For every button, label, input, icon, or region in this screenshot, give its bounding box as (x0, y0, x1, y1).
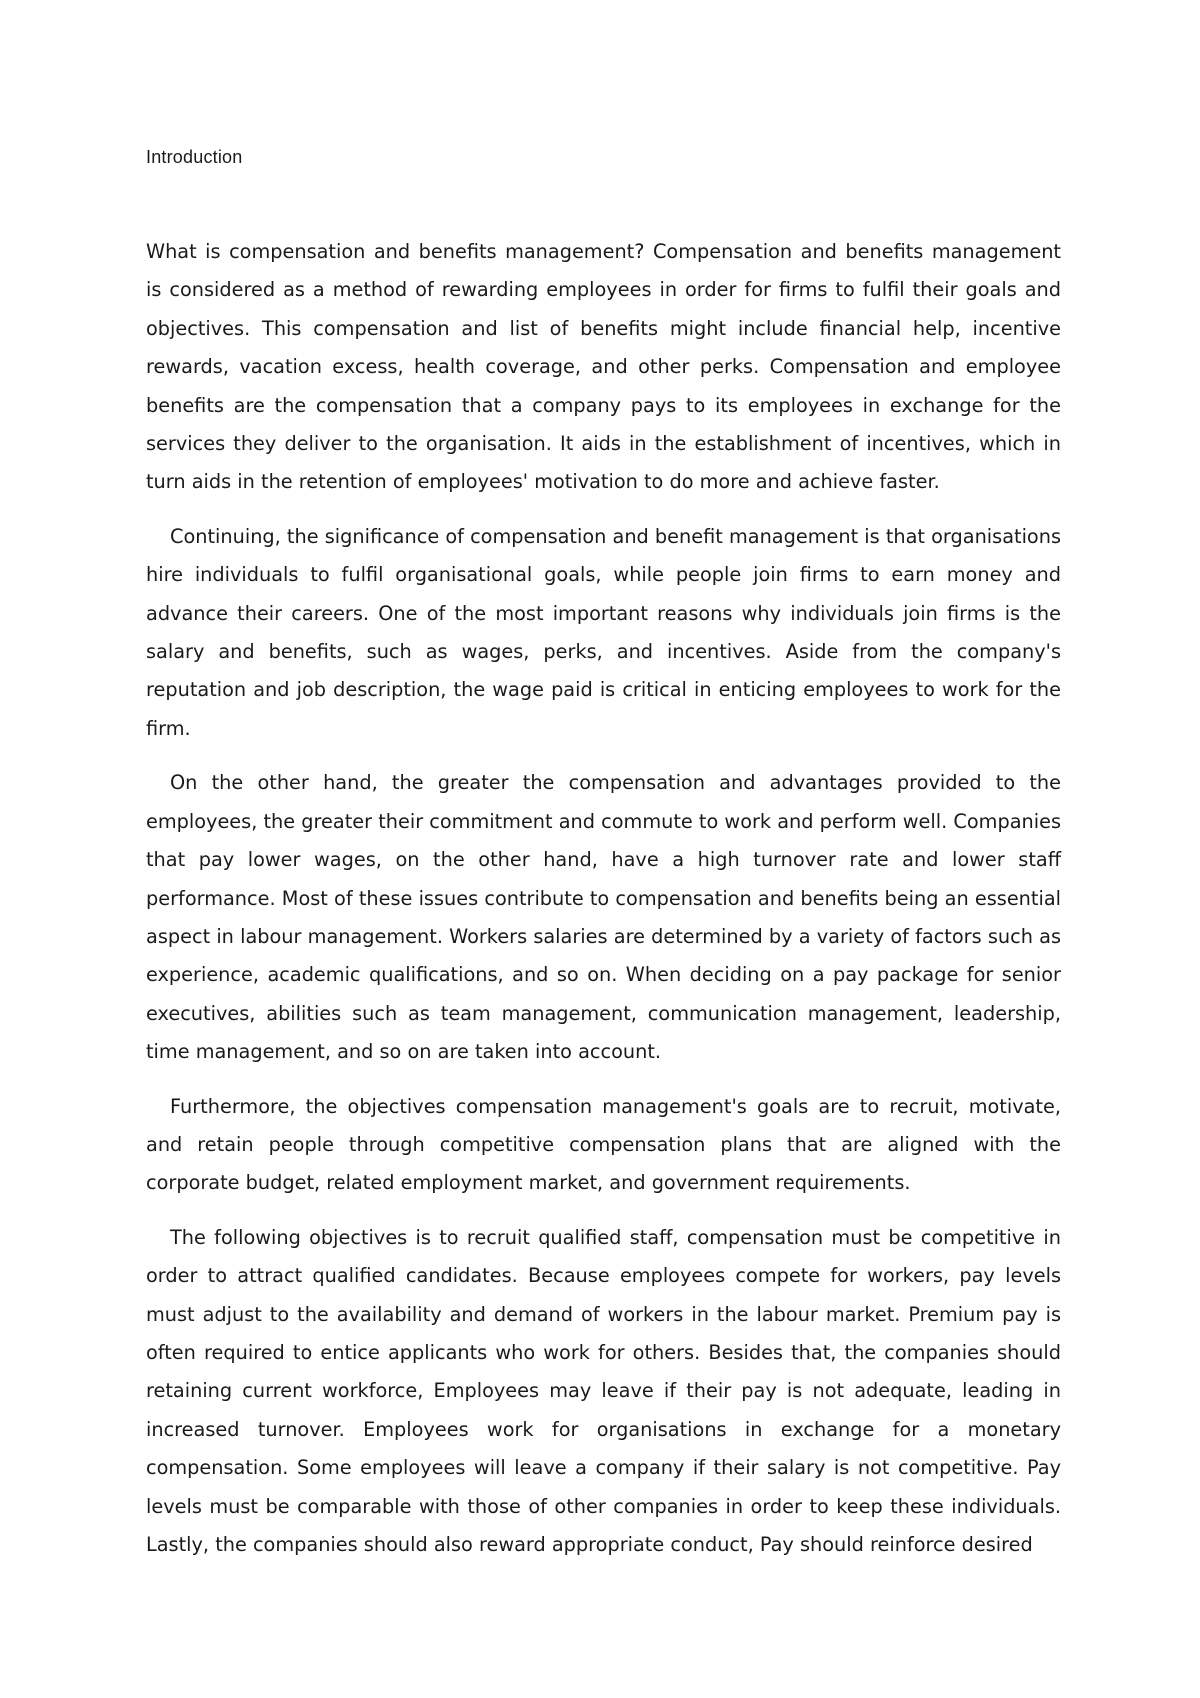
document-heading: Introduction (146, 147, 243, 167)
paragraph-objectives: Furthermore, the objectives compensation management's goals are to recruit, motivate, and retain people through competitive compensation plans that are aligned with the corporate budget, related employment market, and government requirements. (146, 1094, 1061, 1195)
document-body (146, 233, 1061, 1580)
paragraph-other-hand: On the other hand, the greater the compensation and advantages provided to the employees, the greater their commitment and commute to work and perform well. Companies that pay lower wages, on the other hand, have a high turnover rate and lower staff performance. Most of these issues contribute to compensation and benefits being an essential aspect in labour management. Workers salaries are determined by a variety of factors such as experience, academic qualifications, and so on. When deciding on a pay package for senior executives, abilities such as team management, communication management, leadership, time management, and so on are taken into account. (146, 771, 1061, 1064)
paragraph-significance: Continuing, the significance of compensation and benefit management is that organisations hire individuals to fulfil organisational goals, while people join firms to earn money and advance their careers. One of the most important reasons why individuals join firms is the salary and benefits, such as wages, perks, and incentives. Aside from the company's reputation and job description, the wage paid is critical in enticing employees to work for the firm. (146, 524, 1061, 740)
paragraph-following-objectives: The following objectives is to recruit qualified staff, compensation must be competitive in order to attract qualified candidates. Because employees compete for workers, pay levels must adjust to the availability and demand of workers in the labour market. Premium pay is often required to entice applicants who work for others. Besides that, the companies should retaining current workforce, Employees may leave if their pay is not adequate, leading in increased turnover. Employees work for organisations in exchange for a monetary compensation. Some employees will leave a company if their salary is not competitive. Pay levels must be comparable with those of other companies in order to keep these individuals. Lastly, the companies should also reward appropriate conduct, Pay should reinforce desired (146, 1225, 1061, 1556)
paragraph-intro: What is compensation and benefits management? Compensation and benefits management is considered as a method of rewarding employees in order for firms to fulfil their goals and objectives. This compensation and list of benefits might include financial help, incentive rewards, vacation excess, health coverage, and other perks. Compensation and employee benefits are the compensation that a company pays to its employees in exchange for the services they deliver to the organisation. It aids in the establishment of incentives, which in turn aids in the retention of employees' motivation to do more and achieve faster. (146, 240, 1061, 494)
